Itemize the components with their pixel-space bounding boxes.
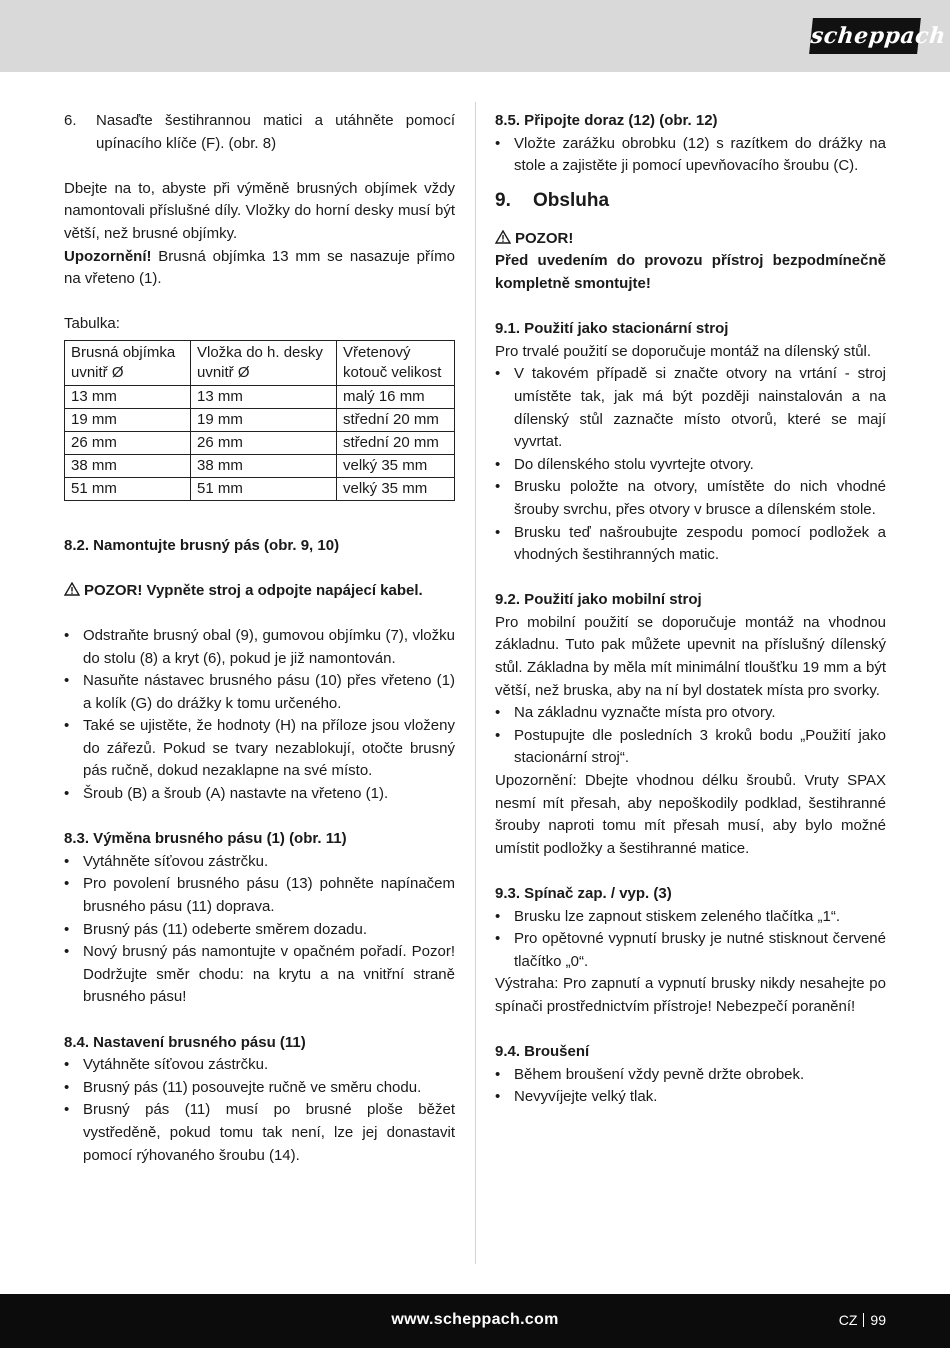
step-6 bbox=[64, 110, 455, 155]
left-column bbox=[64, 110, 455, 1167]
section-9-3-list bbox=[495, 906, 886, 974]
table-header-row bbox=[65, 340, 455, 385]
table-cell: 26 mm bbox=[191, 431, 337, 454]
section-9-4-heading: 9.4. Broušení bbox=[495, 1043, 590, 1061]
list-item: • Šroub (B) a šroub (A) nastavte na vřeteno (1). bbox=[64, 783, 455, 806]
list-item: • Vytáhněte síťovou zástrčku. bbox=[64, 1054, 455, 1077]
table-cell: velký 35 mm bbox=[337, 454, 455, 477]
table-header-cell: Vřetenový kotouč velikost bbox=[337, 340, 455, 385]
warning-text: POZOR! Vypněte stroj a odpojte napájecí kabel. bbox=[84, 581, 423, 599]
notice-label: Upozornění! bbox=[64, 247, 152, 265]
section-title: Obsluha bbox=[533, 189, 610, 211]
list-item: • Brusku teď našroubujte zespodu pomocí podložek a vhodných šestihranných matic. bbox=[495, 522, 886, 567]
section-9-1-heading: 9.1. Použití jako stacionární stroj bbox=[495, 320, 729, 338]
table-row bbox=[65, 385, 455, 408]
website-link[interactable]: www.scheppach.com bbox=[391, 1311, 559, 1328]
table-row bbox=[65, 454, 455, 477]
table-cell: střední 20 mm bbox=[337, 408, 455, 431]
table-cell: 13 mm bbox=[65, 385, 191, 408]
warning-triangle-icon bbox=[495, 230, 511, 244]
section-9-heading bbox=[495, 188, 886, 214]
table-label: Tabulka: bbox=[64, 315, 120, 333]
section-9-2-note: Upozornění: Dbejte vhodnou délku šroubů. Vruty SPAX nesmí mít přesah, aby nepoškodily podklad, šestihranné šrouby naproti tomu mít přesah musí, aby bylo možné umístit podložky a šestihranné matice. bbox=[495, 772, 886, 857]
table-cell: střední 20 mm bbox=[337, 431, 455, 454]
notice-text: Brusná objímka 13 mm se nasazuje přímo na vřeteno (1). bbox=[64, 247, 455, 288]
table-row bbox=[65, 408, 455, 431]
list-item: • Během broušení vždy pevně držte obrobek. bbox=[495, 1064, 886, 1087]
table-cell: 19 mm bbox=[191, 408, 337, 431]
list-item: • Postupujte dle posledních 3 kroků bodu „Použití jako stacionární stroj“. bbox=[495, 725, 886, 770]
table-header-cell: Brusná objímka uvnitř Ø bbox=[65, 340, 191, 385]
list-item: • Brusný pás (11) posouvejte ručně ve směru chodu. bbox=[64, 1077, 455, 1100]
step-text: Nasaďte šestihrannou matici a utáhněte pomocí upínacího klíče (F). (obr. 8) bbox=[96, 112, 455, 152]
section-8-3-list bbox=[64, 851, 455, 1009]
language-code: CZ bbox=[838, 1312, 858, 1328]
section-8-2-heading: 8.2. Namontujte brusný pás (obr. 9, 10) bbox=[64, 536, 340, 554]
section-8-5-list bbox=[495, 133, 886, 178]
section-9-2-list bbox=[495, 702, 886, 770]
section-8-4-heading: 8.4. Nastavení brusného pásu (11) bbox=[64, 1033, 306, 1051]
list-item: • Brusku lze zapnout stiskem zeleného tlačítka „1“. bbox=[495, 906, 886, 929]
table-cell: 13 mm bbox=[191, 385, 337, 408]
column-divider bbox=[475, 102, 476, 1264]
section-9-4-list bbox=[495, 1064, 886, 1109]
list-item: • Pro opětovné vypnutí brusky je nutné stisknout červené tlačítko „0“. bbox=[495, 928, 886, 973]
section-number: 9. bbox=[495, 189, 511, 211]
warning-triangle-icon bbox=[64, 582, 80, 596]
list-item: • Nevyvíjejte velký tlak. bbox=[495, 1086, 886, 1109]
table-cell: 19 mm bbox=[65, 408, 191, 431]
right-column bbox=[495, 110, 886, 1109]
list-item: • Brusný pás (11) musí po brusné ploše běžet vystředěně, pokud tomu tak není, lze jej donastavit pomocí rýhovaného šroubu (14). bbox=[64, 1099, 455, 1167]
section-8-3-heading: 8.3. Výměna brusného pásu (1) (obr. 11) bbox=[64, 830, 347, 848]
section-8-2-warning bbox=[64, 580, 455, 603]
list-item: • Vytáhněte síťovou zástrčku. bbox=[64, 851, 455, 874]
section-9-3-note: Výstraha: Pro zapnutí a vypnutí brusky nikdy nesahejte po spínači prostřednictvím přístroje! Nebezpečí poranění! bbox=[495, 975, 886, 1015]
list-item: • Nasuňte nástavec brusného pásu (10) přes vřeteno (1) a kolík (G) do drážky k tomu určeného. bbox=[64, 670, 455, 715]
section-8-4-list bbox=[64, 1054, 455, 1167]
section-9-2-intro: Pro mobilní použití se doporučuje montáž na vhodnou základnu. Tuto pak můžete upevnit na příslušný dílenský stůl. Základna by měla mít minimální tloušťku 19 mm a být větší, než bruska, aby na ní byl dostatek místa pro svorky. bbox=[495, 613, 886, 699]
page-number: 99 bbox=[870, 1312, 886, 1328]
table-cell: 38 mm bbox=[191, 454, 337, 477]
list-item: • Brusku položte na otvory, umístěte do nich vhodné šrouby svrchu, přes otvory v brusce a dílenském stole. bbox=[495, 476, 886, 521]
section-9-3-heading: 9.3. Spínač zap. / vyp. (3) bbox=[495, 885, 672, 902]
table-cell: 38 mm bbox=[65, 454, 191, 477]
list-item: • Odstraňte brusný obal (9), gumovou objímku (7), vložku do stolu (8) a kryt (6), pokud je již namontován. bbox=[64, 625, 455, 670]
step-number: 6. bbox=[64, 112, 77, 129]
separator bbox=[863, 1313, 864, 1327]
sleeve-table bbox=[64, 340, 455, 501]
list-item: • Také se ujistěte, že hodnoty (H) na příloze jsou vloženy do zářezů. Pokud se tvary nezablokují, otočte brusný pás ručně, dokud nezaklapne na své místo. bbox=[64, 715, 455, 783]
list-item: • Na základnu vyznačte místa pro otvory. bbox=[495, 702, 886, 725]
list-item: • Pro povolení brusného pásu (13) pohněte napínačem brusného pásu (11) doprava. bbox=[64, 873, 455, 918]
table-header-cell: Vložka do h. desky uvnitř Ø bbox=[191, 340, 337, 385]
section-9-1-list bbox=[495, 363, 886, 566]
page-footer bbox=[0, 1294, 950, 1348]
table-cell: velký 35 mm bbox=[337, 477, 455, 500]
section-9-warning-title bbox=[495, 228, 886, 251]
table-cell: 26 mm bbox=[65, 431, 191, 454]
notice-paragraph bbox=[64, 246, 455, 291]
list-item: • Brusný pás (11) odeberte směrem dozadu. bbox=[64, 919, 455, 942]
section-8-5-heading: 8.5. Připojte doraz (12) (obr. 12) bbox=[495, 112, 718, 129]
section-8-2-list bbox=[64, 625, 455, 806]
table-row bbox=[65, 431, 455, 454]
parts-note: Dbejte na to, abyste při výměně brusných objímek vždy namontovali příslušné díly. Vložky do horní desky musí být větší, než brusné objímky. bbox=[64, 179, 455, 242]
section-9-warning-text: Před uvedením do provozu přístroj bezpodmínečně kompletně smontujte! bbox=[495, 252, 886, 292]
table-cell: malý 16 mm bbox=[337, 385, 455, 408]
table-cell: 51 mm bbox=[65, 477, 191, 500]
list-item: • Do dílenského stolu vyvrtejte otvory. bbox=[495, 454, 886, 477]
list-item: • Nový brusný pás namontujte v opačném pořadí. Pozor! Dodržujte směr chodu: na krytu a na vnitřní straně brusného pásu! bbox=[64, 941, 455, 1009]
warning-title: POZOR! bbox=[515, 229, 574, 247]
page-header bbox=[0, 0, 950, 72]
table-row bbox=[65, 477, 455, 500]
page-info bbox=[839, 1309, 886, 1331]
brand-logo: scheppach bbox=[809, 18, 921, 54]
section-9-1-intro: Pro trvalé použití se doporučuje montáž na dílenský stůl. bbox=[495, 342, 872, 360]
section-9-2-heading: 9.2. Použití jako mobilní stroj bbox=[495, 591, 702, 609]
list-item: • V takovém případě si značte otvory na vrtání - stroj umístěte tak, jak má být později nainstalován a na dílenský stůl zaznačte místo otvorů, které se mají vyvrtat. bbox=[495, 363, 886, 453]
list-item: • Vložte zarážku obrobku (12) s razítkem do drážky na stole a zajistěte ji pomocí upevňovacího šroubu (C). bbox=[495, 133, 886, 178]
table-cell: 51 mm bbox=[191, 477, 337, 500]
